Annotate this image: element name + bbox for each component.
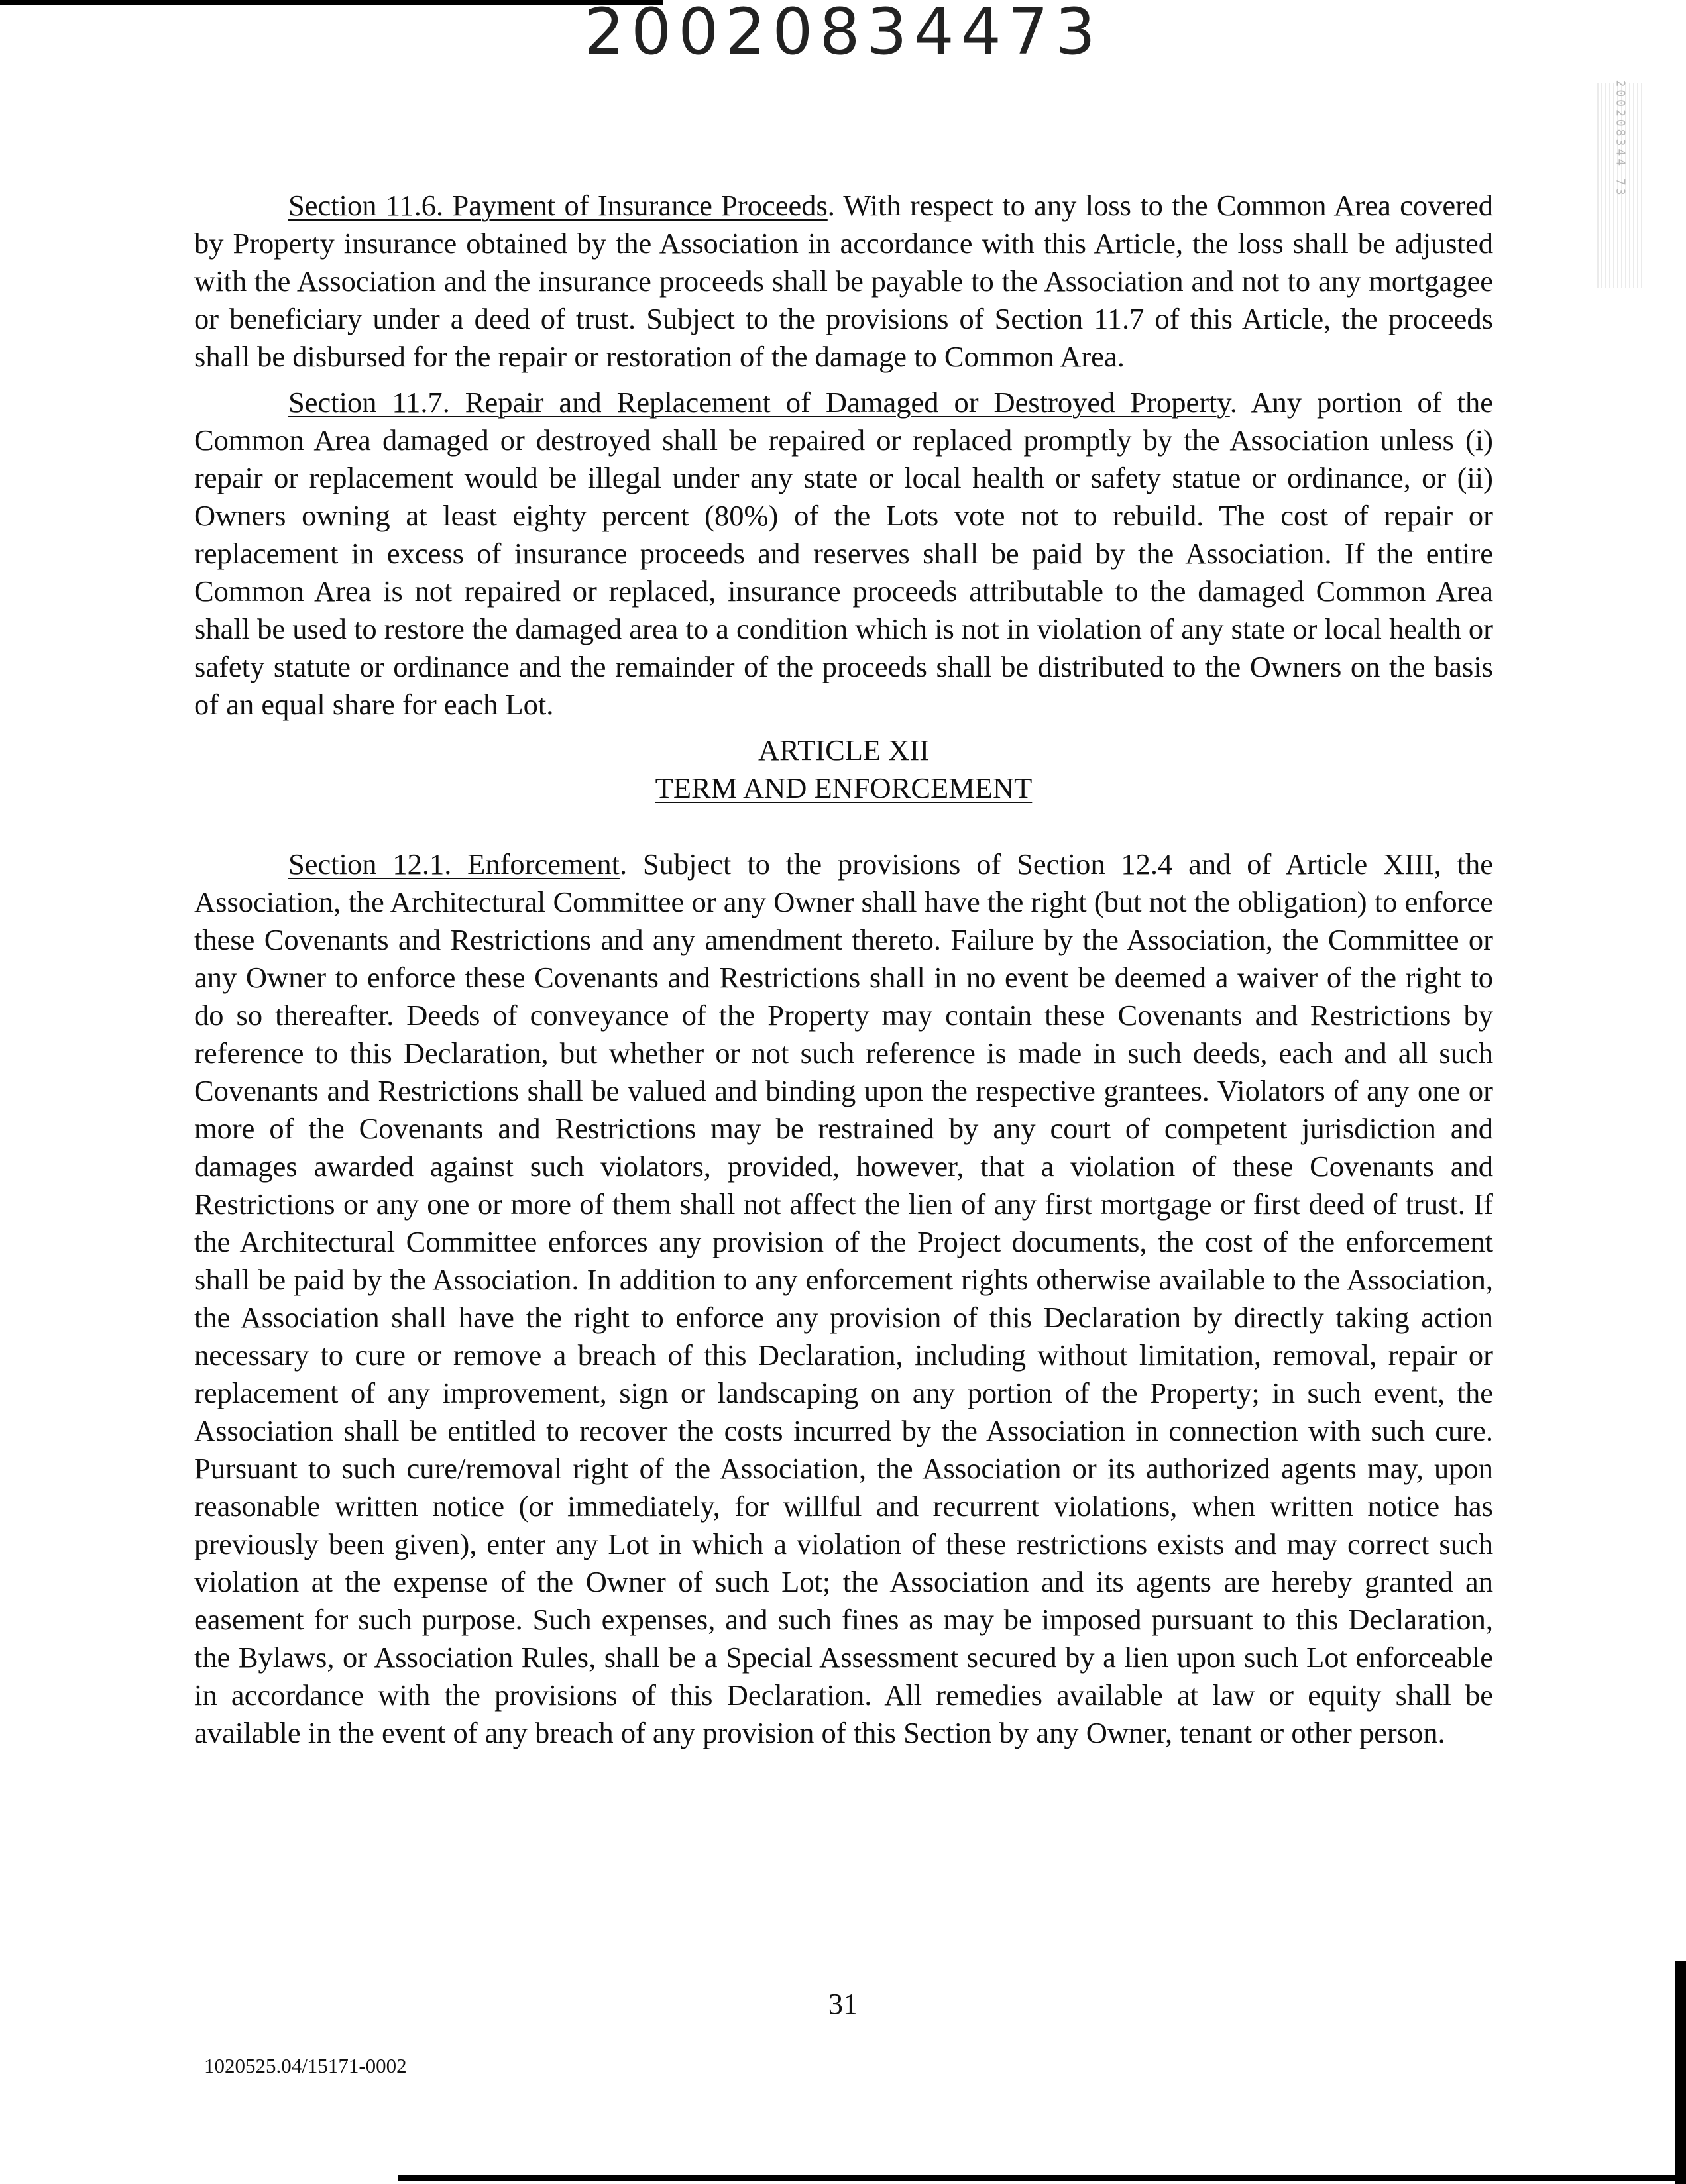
bottom-rule	[398, 2175, 1686, 2181]
page-number: 31	[828, 1987, 858, 2020]
document-body	[194, 187, 1493, 1760]
section-12-1-paragraph	[194, 846, 1493, 1752]
section-11-6-heading: Section 11.6. Payment of Insurance Proceeds	[288, 189, 828, 222]
article-xii-heading	[194, 732, 1493, 807]
section-11-7-body: . Any portion of the Common Area damaged or destroyed shall be repaired or replaced promptly by the Association unless (i) repair or replacement would be illegal under any state or local health or safety statue or ordinance, or (ii) Owners owning at least eighty percent (80%) of the Lots vote not to rebuild. The cost of repair or replacement in excess of insurance proceeds and reserves shall be paid by the Association. If the entire Common Area is not repaired or replaced, insurance proceeds attributable to the damaged Common Area shall be used to restore the damaged area to a condition which is not in violation of any state or local health or safety statute or ordinance and the remainder of the proceeds shall be distributed to the Owners on the basis of an equal share for each Lot.	[194, 386, 1493, 721]
section-11-6-body: . With respect to any loss to the Common Area covered by Property insurance obtained by the Association in accordance with this Article, the loss shall be adjusted with the Association and the insurance proceeds shall be payable to the Association and not to any mortgagee or beneficiary under a deed of trust. Subject to the provisions of Section 11.7 of this Article, the proceeds shall be disbursed for the repair or restoration of the damage to Common Area.	[194, 189, 1493, 373]
section-12-1-body: . Subject to the provisions of Section 12.4 and of Article XIII, the Association, the Architectural Committee or any Owner shall have the right (but not the obligation) to enforce these Covenants and Restrictions and any amendment thereto. Failure by the Association, the Committee or any Owner to enforce these Covenants and Restrictions shall in no event be deemed a waiver of the right to do so thereafter. Deeds of conveyance of the Property may contain these Covenants and Restrictions by reference to this Declaration, but whether or not such reference is made in such deeds, each and all such Covenants and Restrictions shall be valued and binding upon the respective grantees. Violators of any one or more of the Covenants and Restrictions may be restrained by any court of competent jurisdiction and damages awarded against such violators, provided, however, that a violation of these Covenants and Restrictions or any one or more of them shall not affect the lien of any first mortgage or first deed of trust. If the Architectural Committee enforces any provision of the Project documents, the cost of the enforcement shall be paid by the Association. In addition to any enforcement rights otherwise available to the Association, the Association shall have the right to enforce any provision of this Declaration by directly taking action necessary to cure or remove a breach of this Declaration, including without limitation, removal, repair or replacement of any improvement, sign or landscaping on any portion of the Property; in such event, the Association shall be entitled to recover the costs incurred by the Association in connection with such cure. Pursuant to such cure/removal right of the Association, the Association or its authorized agents may, upon reasonable written notice (or immediately, for willful and recurrent violations, when written notice has previously been given), enter any Lot in which a violation of these restrictions exists and may correct such violation at the expense of the Owner of such Lot; the Association and its agents are hereby granted an easement for such purpose. Such expenses, and such fines as may be imposed pursuant to this Declaration, the Bylaws, or Association Rules, shall be a Special Assessment secured by a lien upon such Lot enforceable in accordance with the provisions of this Declaration. All remedies available at law or equity shall be available in the event of any breach of any provision of this Section by any Owner, tenant or other person.	[194, 847, 1493, 1749]
side-stamp	[1597, 80, 1645, 288]
document-code: 1020525.04/15171-0002	[204, 2054, 407, 2077]
article-number: ARTICLE XII	[758, 734, 930, 767]
section-11-7-heading: Section 11.7. Repair and Replacement of Damaged or Destroyed Property	[288, 386, 1230, 419]
article-title: TERM AND ENFORCEMENT	[655, 771, 1033, 804]
section-12-1-heading: Section 12.1. Enforcement	[288, 847, 620, 881]
section-11-6-paragraph	[194, 187, 1493, 376]
document-number: 20020834473	[584, 0, 1102, 69]
side-stamp-text: 200208344 73	[1613, 80, 1628, 198]
section-11-7-paragraph	[194, 384, 1493, 724]
right-edge-mark	[1675, 1961, 1686, 2184]
